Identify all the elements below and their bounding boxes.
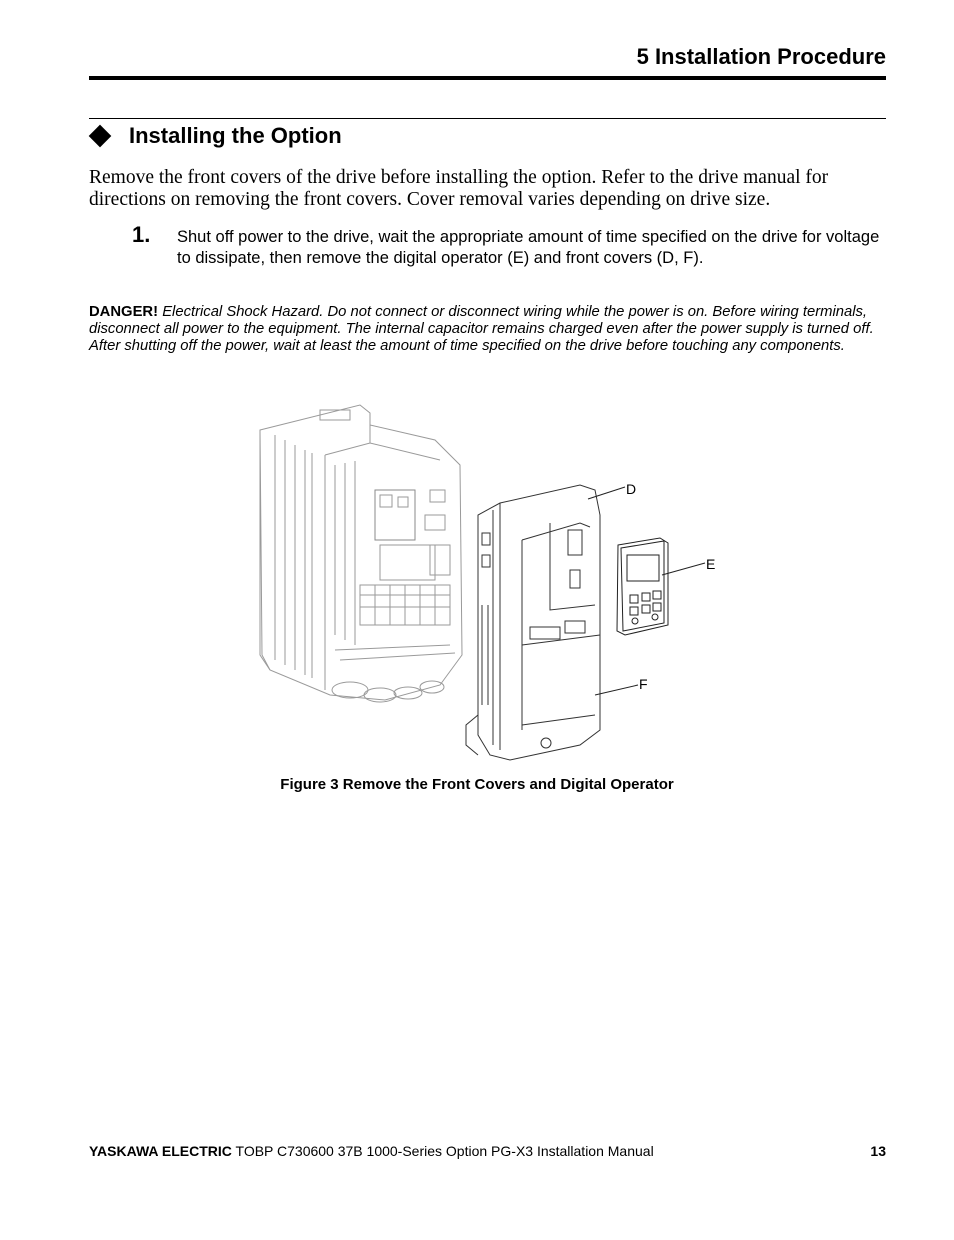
drive-illustration	[250, 395, 720, 775]
danger-text: Electrical Shock Hazard. Do not connect or disconnect wiring while the power is on. Before wiring terminals, disconnect all power to the equipment. The internal capacitor remains charged even after the power supply is turned off. After shutting off the power, wait at least the amount of time specified on the drive before touching any components.	[89, 304, 874, 354]
section-heading	[89, 123, 342, 149]
step-text: Shut off power to the drive, wait the appropriate amount of time specified on the drive for voltage to dissipate, then remove the digital operator (E) and front covers (D, F).	[177, 228, 880, 267]
danger-label: DANGER!	[89, 304, 159, 320]
figure-label-f: F	[639, 676, 648, 692]
intro-paragraph: Remove the front covers of the drive before installing the option. Refer to the drive manual for directions on removing the front covers. Cover removal varies depending on drive size.	[89, 167, 829, 210]
front-cover	[466, 485, 600, 760]
diamond-bullet-icon	[89, 125, 112, 148]
digital-operator	[617, 538, 668, 635]
danger-notice	[89, 304, 889, 355]
footer-text: TOBP C730600 37B 1000-Series Option PG-X3 Installation Manual	[235, 1143, 654, 1159]
figure-label-d: D	[626, 481, 637, 497]
figure-label-e: E	[706, 556, 716, 572]
drive-body	[260, 405, 462, 702]
step-number: 1.	[132, 222, 151, 247]
figure-caption: Figure 3 Remove the Front Covers and Digital Operator	[280, 776, 674, 793]
chapter-title: 5 Installation Procedure	[636, 44, 886, 69]
section-rule	[89, 118, 886, 119]
header-rule	[89, 76, 886, 80]
footer-brand: YASKAWA ELECTRIC	[89, 1143, 232, 1159]
section-title: Installing the Option	[129, 123, 342, 148]
page-number: 13	[870, 1143, 886, 1159]
figure-drive-illustration	[250, 395, 720, 775]
footer	[89, 1143, 654, 1159]
